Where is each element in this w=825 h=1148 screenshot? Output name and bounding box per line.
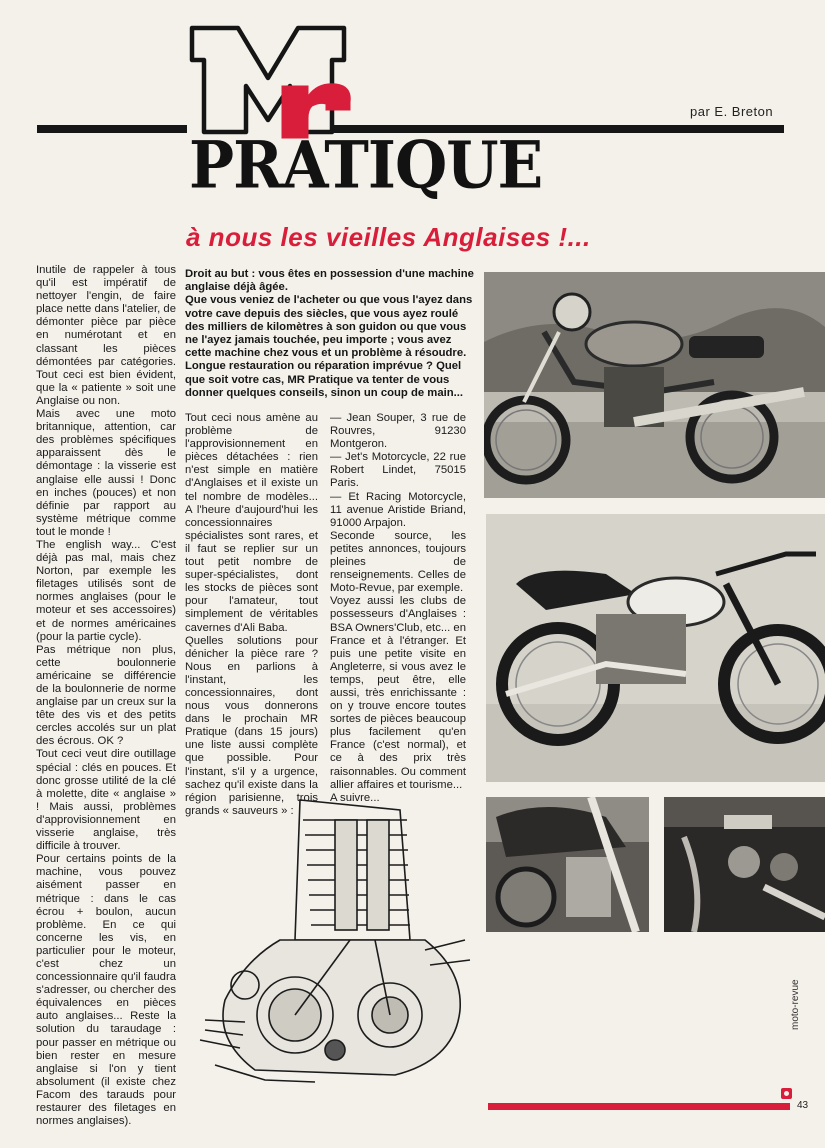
footer-brand: moto-revue <box>790 979 801 1030</box>
photo-bsa-motorcycle <box>486 514 825 782</box>
moto-revue-logo-icon <box>781 1088 792 1099</box>
article-column-3: — Jean Souper, 3 rue de Rouvres, 91230 Montgeron. — Jet's Motorcycle, 22 rue Robert Lindet, 75015 Paris. — Et Racing Motorcycle, 11 avenue Aristide Briand, 91000 Arpajon. Seconde source, les petites annonces, toujours pleines de renseignements. Celles de Moto-Revue, par exemple. Voyez aussi les clubs de possesseurs d'Anglaises : BSA Owners'Club, etc... en France et à l'étranger. Et puis une petite visite en Angleterre, si vous avez le temps, peut être, elle aussi, très enrichissante : on y trouve encore toutes sortes de pièces beaucoup plus facilement qu'en France (c'est normal), et ce à des prix très raisonnables. Ou comment allier affaires et tourisme... A suivre... <box>330 412 466 804</box>
footer-accent-bar <box>488 1103 790 1110</box>
article-column-1: Inutile de rappeler à tous qu'il est impératif de nettoyer l'engin, de faire place nette dans l'atelier, de démonter pièce par pièce en numérotant et en classant les pièces démontées par catégories. Tout ceci est bien évident, que la « patiente » soit une Anglaise ou non. Mais avec une moto britannique, attention, car des problèmes spécifiques apparaissent dès le démontage : la visserie est anglaise elle aussi ! Donc en inches (pouces) et non définie par rapport au système métrique comme tout le monde ! The english way... C'est déjà pas mal, mais chez Norton, par exemple les filetages utilisés sont de normes anglaises (pour le moteur et ses accessoires) et de normes américaines (pour la partie cycle). Pas métrique non plus, cette boulonnerie américaine se différencie de la boulonnerie de norme anglaise par un creux sur la tête des vis et des petits cercles accolés sur un plat des écrous. OK ? Tout ceci veut dire outillage spécial : clés en pouces. Et donc grosse utilité de la clé à molette, dite « anglaise » ! Mais aussi, problèmes d'approvisionnement en visserie anglaise, très difficile à trouver. Pour certains points de la machine, vous pouvez aisément passer en métrique : dans le cas écrou + boulon, aucun problème. En ce qui concerne les vis, en particulier pour le moteur, c'est chez un concessionnaire qu'il faudra s'adresser, ou chercher des équivalences en pièces auto anglaises... Reste la solution du taraudage : pour passer en métrique ou bien rester en mesure anglaise si l'on y tient absolument (il existe chez Facom des tarauds pour restaurer des filetages en normes anglaises). <box>36 264 176 1128</box>
byline: par E. Breton <box>690 104 774 119</box>
photo-norton-motorcycle <box>484 272 825 498</box>
page-title: PRATIQUE <box>189 128 543 204</box>
article-column-2: Tout ceci nous amène au problème de l'approvisionnement en pièces détachées : rien n'est simple en matière d'Anglaises et il existe un tel nombre de modèles... A l'heure d'aujourd'hui les concessionnaires spécialistes sont rares, et il faut se replier sur un tout petit nombre de super-spécialistes, dont les stocks de pièces sont pour l'amateur, tout simplement de véritables cavernes d'Ali Baba. Quelles solutions pour dénicher la pièce rare ? Nous en parlions à l'instant, les concessionnaires, dont nous vous donnerons dans le prochain MR Pratique (dans 15 jours) une liste aussi complète que possible. Pour l'instant, s'il y a urgence, sachez qu'il existe dans la région parisienne, trois grands « sauveurs » : <box>185 412 318 817</box>
photo-engine-detail-left <box>486 797 649 932</box>
header-rule-left <box>37 125 187 133</box>
photo-engine-detail-right <box>664 797 825 932</box>
engine-cutaway-illustration <box>185 790 475 1090</box>
article-intro: Droit au but : vous êtes en possession d'une machine anglaise déjà âgée. Que vous veniez de l'acheter ou que vous l'ayez dans votre cave depuis des siècles, que vous ayez roulé des milliers de kilomètres à son guidon ou que vous ne l'ayez jamais touchée, peu importe ; vous avez cette machine chez vous et un problème à résoudre. Longue restauration ou réparation imprévue ? Quel que soit votre cas, MR Pratique va tenter de vous donner quelques conseils, sinon un coup de main... <box>185 268 474 399</box>
page-number: 43 <box>797 1100 809 1111</box>
subtitle: à nous les vieilles Anglaises !... <box>186 222 591 252</box>
logo-text: Mr <box>186 20 188 21</box>
mr-logo <box>186 20 356 140</box>
